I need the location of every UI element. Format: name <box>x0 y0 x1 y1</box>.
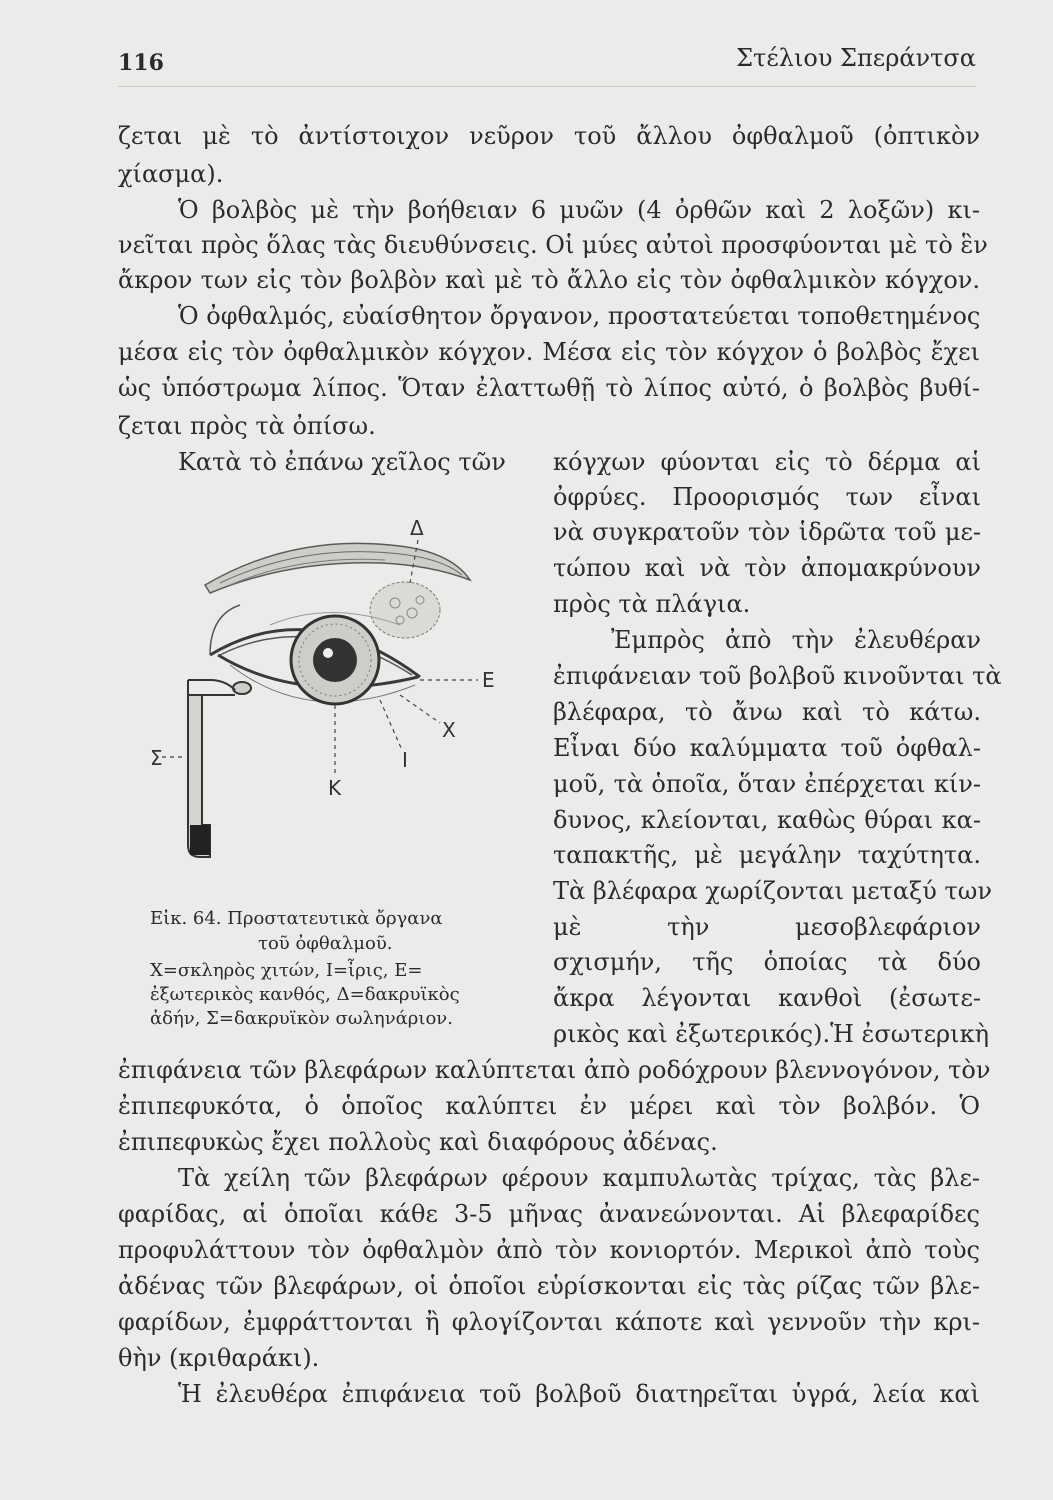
text-line: μέσα εἰς τὸν ὀφθαλμικὸν κόγχον. Μέσα εἰς τὸν κόγχον ὁ βολβὸς ἔχει <box>118 338 980 366</box>
lacrimal-gland <box>370 582 440 638</box>
page-header <box>118 40 976 80</box>
label-kappa: Κ <box>328 776 342 800</box>
text-line: Τὰ βλέφαρα χωρίζονται μεταξύ των <box>553 877 992 905</box>
text-line: ὀφρύες. Προορισμός των εἶναι <box>553 483 981 511</box>
label-sigma: Σ <box>150 746 163 770</box>
text-line: ἐπιπεφυκὼς ἔχει πολλοὺς καὶ διαφόρους ἀδένας. <box>118 1128 718 1156</box>
text-line: προφυλάττουν τὸν ὀφθαλμὸν ἀπὸ τὸν κονιορτόν. Μερικοὶ ἀπὸ τοὺς <box>118 1236 980 1264</box>
text-line: Τὰ χείλη τῶν βλεφάρων φέρουν καμπυλωτὰς τρίχας, τὰς βλε- <box>178 1164 980 1192</box>
text-line: φαρίδας, αἱ ὁποῖαι κάθε 3-5 μῆνας ἀνανεώνονται. Αἱ βλεφαρίδες <box>118 1200 980 1228</box>
text-line: μοῦ, τὰ ὁποῖα, ὅταν ἐπέρχεται κίν- <box>553 770 981 798</box>
text-line: σχισμήν, τῆς ὁποίας τὰ δύο <box>553 948 981 976</box>
text-line: φαρίδων, ἐμφράττονται ἢ φλογίζονται κάποτε καὶ γεννοῦν τὴν κρι- <box>118 1308 980 1336</box>
page-number: 116 <box>118 50 164 76</box>
running-title: Στέλιου Σπεράντσα <box>736 44 976 72</box>
text-line: θὴν (κριθαράκι). <box>118 1344 320 1372</box>
text-line: Ὁ ὀφθαλμός, εὐαίσθητον ὄργανον, προστατεύεται τοποθετημένος <box>178 302 981 330</box>
label-chi: Χ <box>442 718 456 742</box>
text-line: ὡς ὑπόστρωμα λίπος. Ὅταν ἐλαττωθῇ τὸ λίπος αὐτό, ὁ βολβὸς βυθί- <box>118 374 980 402</box>
label-epsilon: Ε <box>482 668 495 692</box>
text-line: ἀδένας τῶν βλεφάρων, οἱ ὁποῖοι εὑρίσκονται εἰς τὰς ρίζας τῶν βλε- <box>118 1272 980 1300</box>
text-line: μὲ τὴν μεσοβλεφάριον <box>553 913 981 941</box>
text-line: Ἡ ἐλευθέρα ἐπιφάνεια τοῦ βολβοῦ διατηρεῖται ὑγρά, λεία καὶ <box>178 1380 980 1408</box>
text-line: χίασμα). <box>118 160 224 188</box>
text-line: νὰ συγκρατοῦν τὸν ἱδρῶτα τοῦ με- <box>553 518 981 546</box>
text-line: ἄκρα λέγονται κανθοὶ (ἐσωτε- <box>553 984 981 1012</box>
text-line: Ὁ βολβὸς μὲ τὴν βοήθειαν 6 μυῶν (4 ὀρθῶν καὶ 2 λοξῶν) κι- <box>178 196 980 224</box>
figure-caption-line: τοῦ ὀφθαλμοῦ. <box>258 933 393 954</box>
text-line: ἐπιφάνεια τῶν βλεφάρων καλύπτεται ἀπὸ ροδόχρουν βλεννογόνον, τὸν <box>118 1056 991 1084</box>
text-line: Ἐμπρὸς ἀπὸ τὴν ἐλευθέραν <box>611 626 981 654</box>
text-line: Εἶναι δύο καλύμματα τοῦ ὀφθαλ- <box>553 734 981 762</box>
text-line: ρικὸς καὶ ἐξωτερικός).Ἡ ἐσωτερικὴ <box>553 1020 989 1048</box>
label-delta: Δ <box>410 516 424 540</box>
text-line: Κατὰ τὸ ἐπάνω χεῖλος τῶν <box>178 448 506 476</box>
text-line: δυνος, κλείονται, καθὼς θύραι κα- <box>553 806 981 834</box>
figure-caption-line: Χ=σκληρὸς χιτών, Ι=ἶρις, Ε= <box>150 960 423 981</box>
text-line: ἐπιπεφυκότα, ὁ ὁποῖος καλύπτει ἐν μέρει καὶ τὸν βολβόν. Ὁ <box>118 1092 980 1120</box>
text-line: πρὸς τὰ πλάγια. <box>553 590 751 618</box>
header-rule <box>118 86 976 87</box>
text-line: κόγχων φύονται εἰς τὸ δέρμα αἱ <box>553 448 981 476</box>
text-line: ζεται μὲ τὸ ἀντίστοιχον νεῦρον τοῦ ἄλλου ὀφθαλμοῦ (ὀπτικὸν <box>118 122 980 150</box>
iris <box>291 616 379 704</box>
lacrimal-duct <box>188 680 235 857</box>
text-line: τώπου καὶ νὰ τὸν ἀπομακρύνουν <box>553 554 981 582</box>
text-line: βλέφαρα, τὸ ἄνω καὶ τὸ κάτω. <box>553 698 981 726</box>
figure-caption-line: ἀδήν, Σ=δακρυϊκὸν σωληνάριον. <box>150 1008 453 1029</box>
eye-figure <box>150 505 530 890</box>
text-line: ταπακτῆς, μὲ μεγάλην ταχύτητα. <box>553 841 981 869</box>
text-line: ζεται πρὸς τὰ ὀπίσω. <box>118 412 376 440</box>
text-line: ἄκρον των εἰς τὸν βολβὸν καὶ μὲ τὸ ἄλλο εἰς τὸν ὀφθαλμικὸν κόγχον. <box>118 266 980 294</box>
eyebrow <box>205 543 470 593</box>
caruncle <box>233 682 251 694</box>
figure-caption-line: ἐξωτερικὸς κανθός, Δ=δακρυϊκὸς <box>150 984 460 1005</box>
label-iota: Ι <box>402 748 408 772</box>
figure-caption-title: Εἰκ. 64. Προστατευτικὰ ὄργανα <box>150 908 443 929</box>
text-line: ἐπιφάνειαν τοῦ βολβοῦ κινοῦνται τὰ <box>553 662 1002 690</box>
text-line: νεῖται πρὸς ὅλας τὰς διευθύνσεις. Οἱ μύες αὐτοὶ προσφύονται μὲ τὸ ἓν <box>118 231 988 259</box>
